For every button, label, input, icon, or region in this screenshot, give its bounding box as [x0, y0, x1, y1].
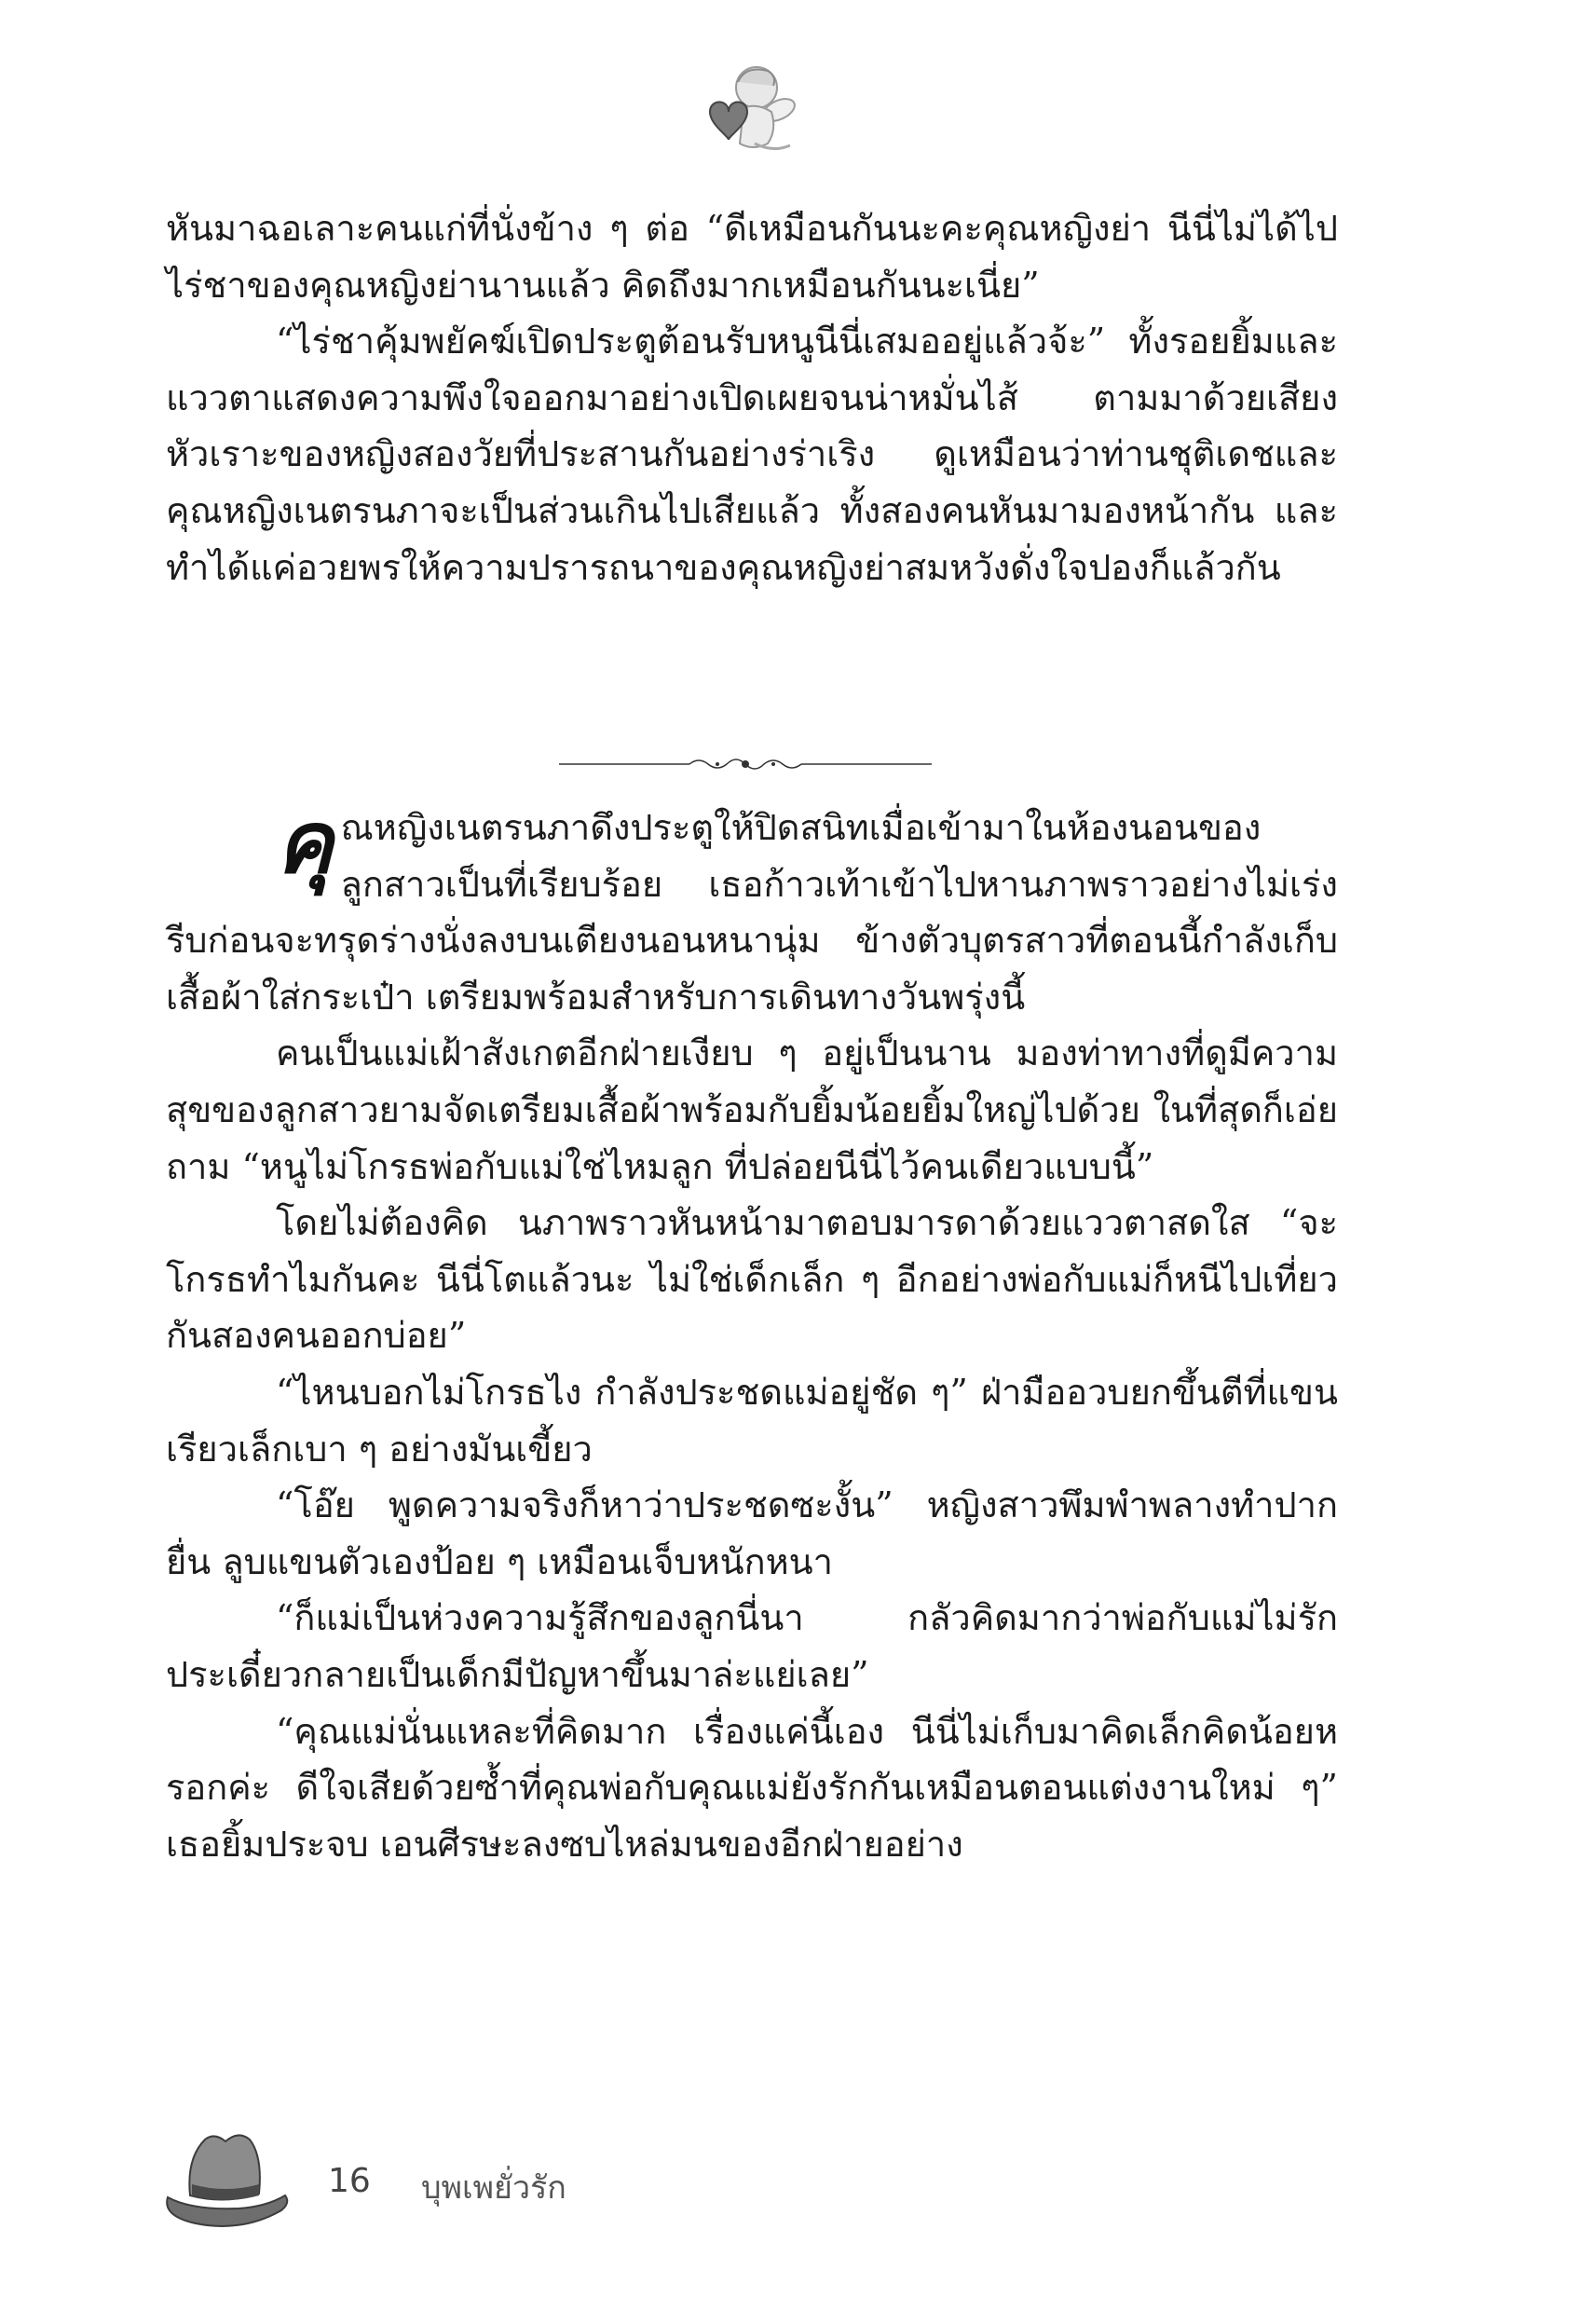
cherub-with-heart-icon [689, 54, 801, 166]
book-title: บุพเพยั่วรัก [421, 2169, 566, 2207]
paragraph: “คุณแม่นั่นแหละที่คิดมาก เรื่องแค่นี้เอง นีนี่ไม่เก็บมาคิดเล็กคิดน้อยหรอกค่ะ ดีใจเสียด้วยซ้ำที่คุณพ่อกับคุณแม่ยังรักกันเหมือนตอนแต่งงานใหม่ ๆ” เธอยิ้มประจบ เอนศีรษะลงซบไหล่มนของอีกฝ่ายอย่าง [166, 1710, 1338, 1865]
paragraph [166, 792, 1338, 1025]
paragraph: “ไหนบอกไม่โกรธไง กำลังประชดแม่อยู่ชัด ๆ” ฝ่ามืออวบยกขึ้นตีที่แขนเรียวเล็กเบา ๆ อย่างมันเขี้ยว [166, 1371, 1338, 1470]
paragraph: “ก็แม่เป็นห่วงความรู้สึกของลูกนี่นา กลัวคิดมากว่าพ่อกับแม่ไม่รักประเดี๋ยวกลายเป็นเด็กมีปัญหาขึ้นมาล่ะแย่เลย” [166, 1597, 1338, 1695]
cowboy-hat-icon [158, 2123, 298, 2233]
paragraph: โดยไม่ต้องคิด นภาพราวหันหน้ามาตอบมารดาด้วยแววตาสดใส “จะโกรธทำไมกันคะ นีนี่โตแล้วนะ ไม่ใช่เด็กเล็ก ๆ อีกอย่างพ่อกับแม่ก็หนีไปเที่ยวกันสองคนออกบ่อย” [166, 1202, 1338, 1357]
section-2-text [166, 792, 1338, 1872]
paragraph: หันมาฉอเลาะคนแก่ที่นั่งข้าง ๆ ต่อ “ดีเหมือนกันนะคะคุณหญิงย่า นีนี่ไม่ได้ไปไร่ชาของคุณหญิงย่านานแล้ว คิดถึงมากเหมือนกันนะเนี่ย” [166, 208, 1338, 306]
flourish-divider-icon [559, 745, 932, 783]
paragraph: “โอ๊ย พูดความจริงก็หาว่าประชดซะงั้น” หญิงสาวพึมพำพลางทำปากยื่น ลูบแขนตัวเองป้อย ๆ เหมือนเจ็บหนักหนา [166, 1484, 1338, 1582]
paragraph-text: ณหญิงเนตรนภาดึงประตูให้ปิดสนิทเมื่อเข้ามาในห้องนอนของลูกสาวเป็นที่เรียบร้อย เธอก้าวเท้าเข้าไปหานภาพราวอย่างไม่เร่งรีบก่อนจะทรุดร่างนั่งลงบนเตียงนอนหนานุ่ม ข้างตัวบุตรสาวที่ตอนนี้กำลังเก็บเสื้อผ้าใส่กระเป๋า เตรียมพร้อมสำหรับการเดินทางวันพรุ่งนี้ [166, 807, 1338, 1018]
section-1-text [166, 200, 1338, 595]
drop-cap: คุ [276, 792, 334, 893]
paragraph: “ไร่ชาคุ้มพยัคฆ์เปิดประตูต้อนรับหนูนีนี่เสมออยู่แล้วจ้ะ” ทั้งรอยยิ้มและแววตาแสดงความพึงใจออกมาอย่างเปิดเผยจนน่าหมั่นไส้ ตามมาด้วยเสียงหัวเราะของหญิงสองวัยที่ประสานกันอย่างร่าเริง ดูเหมือนว่าท่านชุติเดชและคุณหญิงเนตรนภาจะเป็นส่วนเกินไปเสียแล้ว ทั้งสองคนหันมามองหน้ากัน และทำได้แค่อวยพรให้ความปรารถนาของคุณหญิงย่าสมหวังดั่งใจปองก็แล้วกัน [166, 321, 1338, 588]
paragraph: คนเป็นแม่เฝ้าสังเกตอีกฝ่ายเงียบ ๆ อยู่เป็นนาน มองท่าทางที่ดูมีความสุขของลูกสาวยามจัดเตรียมเสื้อผ้าพร้อมกับยิ้มน้อยยิ้มใหญ่ไปด้วย ในที่สุดก็เอ่ยถาม “หนูไม่โกรธพ่อกับแม่ใช่ไหมลูก ที่ปล่อยนีนี่ไว้คนเดียวแบบนี้” [166, 1032, 1338, 1187]
page-number: 16 [328, 2162, 371, 2200]
